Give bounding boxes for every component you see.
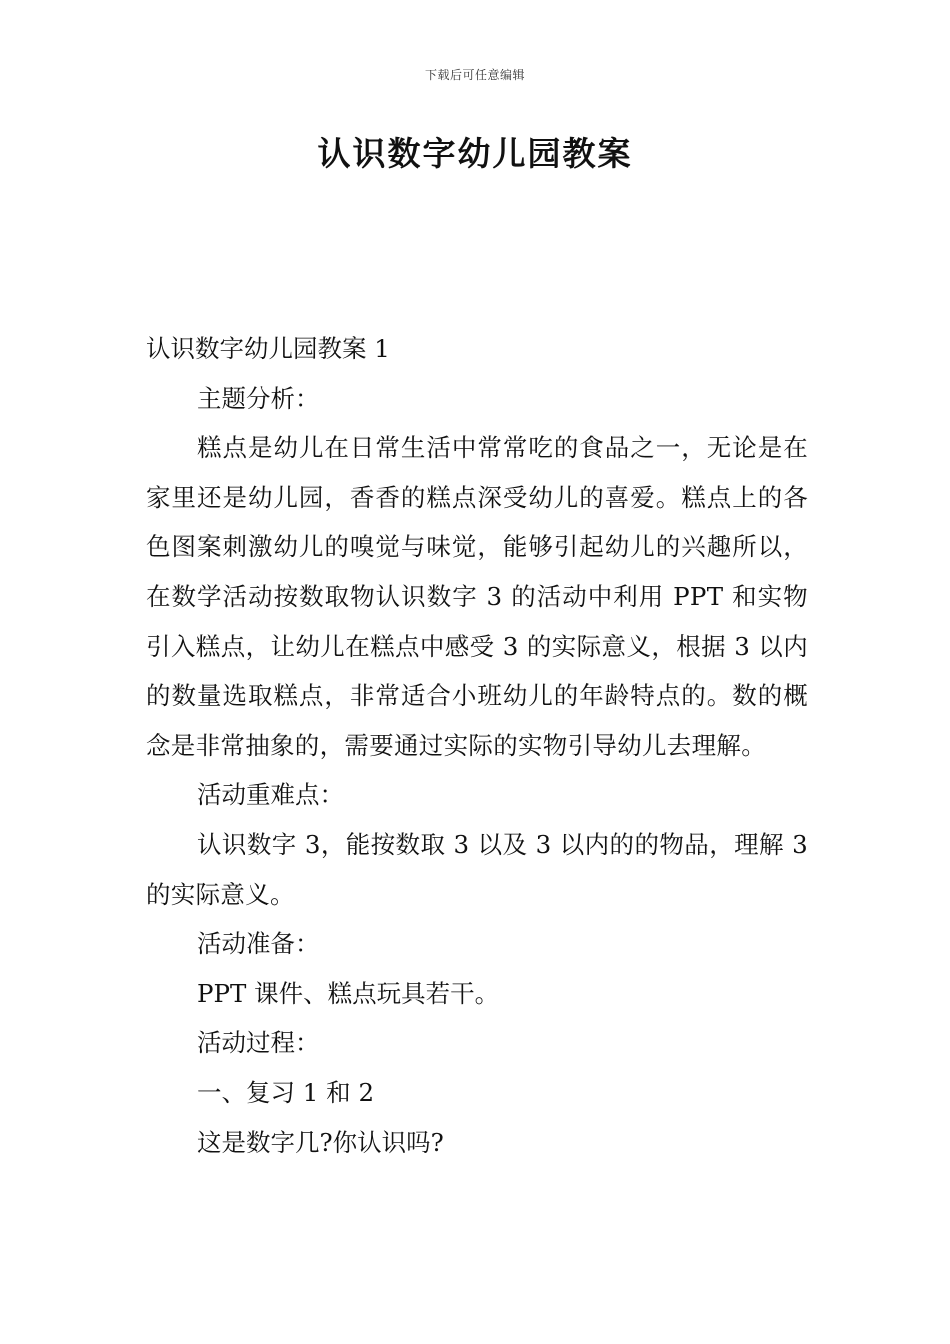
- theme-analysis-label: 主题分析：: [197, 383, 320, 413]
- preparation-paragraph: PPT 课件、糕点玩具若干。: [197, 978, 500, 1008]
- section-heading: 认识数字幼儿园教案 1: [146, 334, 390, 363]
- document-title: 认识数字幼儿园教案: [317, 134, 633, 173]
- document-body: [146, 324, 808, 1167]
- process-step-1: 一、复习 1 和 2: [197, 1077, 375, 1107]
- preparation-label: 活动准备：: [197, 929, 320, 959]
- process-question: 这是数字几?你认识吗?: [197, 1127, 444, 1157]
- theme-analysis-paragraph: 糕点是幼儿在日常生活中常常吃的食品之一，无论是在家里还是幼儿园，香香的糕点深受幼儿的喜爱。糕点上的各色图案刺激幼儿的嗅觉与味觉，能够引起幼儿的兴趣所以，在数学活动按数取物认识数字 3 的活动中利用 PPT 和实物引入糕点，让幼儿在糕点中感受 3 的实际意义，根据 3 以内的数量选取糕点，非常适合小班幼儿的年龄特点的。数的概念是非常抽象的，需要通过实际的实物引导幼儿去理解。: [146, 433, 808, 760]
- key-points-paragraph: 认识数字 3，能按数取 3 以及 3 以内的的物品，理解 3 的实际意义。: [146, 829, 808, 909]
- process-label: 活动过程：: [197, 1028, 320, 1058]
- header-note: 下载后可任意编辑: [424, 68, 525, 82]
- key-points-label: 活动重难点：: [197, 780, 344, 810]
